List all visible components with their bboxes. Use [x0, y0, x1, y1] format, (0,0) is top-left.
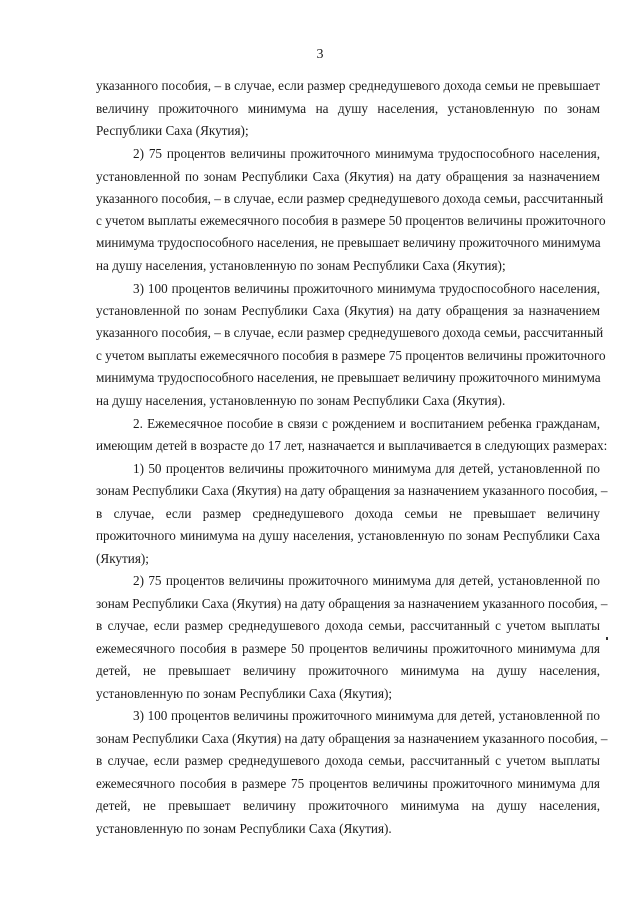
- page-number: 3: [316, 47, 324, 62]
- text-line: ежемесячного пособия в размере 75 процентов величины прожиточного минимума для: [96, 776, 600, 791]
- text-line: с учетом выплаты ежемесячного пособия в размере 75 процентов величины прожиточного: [96, 348, 606, 363]
- text-line: минимума трудоспособного населения, не превышает величину прожиточного минимума: [96, 235, 601, 250]
- text-line: установленной по зонам Республики Саха (Якутия) на дату обращения за назначением: [96, 169, 600, 184]
- text-line: 3) 100 процентов величины прожиточного минимума для детей, установленной по: [133, 708, 600, 723]
- text-line: зонам Республики Саха (Якутия) на дату обращения за назначением указанного пособия, –: [96, 483, 608, 498]
- text-line: на душу населения, установленную по зонам Республики Саха (Якутия);: [96, 258, 506, 273]
- text-line: зонам Республики Саха (Якутия) на дату обращения за назначением указанного пособия, –: [96, 596, 608, 611]
- text-line: имеющим детей в возрасте до 17 лет, назначается и выплачивается в следующих размерах:: [96, 438, 608, 453]
- text-line: на душу населения, установленную по зонам Республики Саха (Якутия).: [96, 393, 506, 408]
- text-line: в случае, если размер среднедушевого дохода семьи, рассчитанный с учетом выплаты: [96, 753, 600, 768]
- text-line: детей, не превышает величину прожиточного минимума на душу населения,: [96, 663, 600, 678]
- text-line: детей, не превышает величину прожиточного минимума на душу населения,: [96, 798, 600, 813]
- text-line: минимума трудоспособного населения, не превышает величину прожиточного минимума: [96, 370, 601, 385]
- text-line: величину прожиточного минимума на душу населения, установленную по зонам: [96, 101, 600, 116]
- text-line: указанного пособия, – в случае, если размер среднедушевого дохода семьи не превышает: [96, 78, 600, 93]
- text-line: в случае, если размер среднедушевого дохода семьи, рассчитанный с учетом выплаты: [96, 618, 600, 633]
- text-line: 2. Ежемесячное пособие в связи с рождением и воспитанием ребенка гражданам,: [133, 416, 600, 431]
- text-line: установленную по зонам Республики Саха (Якутия);: [96, 686, 393, 701]
- text-line: в случае, если размер среднедушевого дохода семьи не превышает величину: [96, 506, 600, 521]
- text-line: с учетом выплаты ежемесячного пособия в размере 50 процентов величины прожиточного: [96, 213, 606, 228]
- text-line: 2) 75 процентов величины прожиточного минимума трудоспособного населения,: [133, 146, 600, 161]
- text-line: зонам Республики Саха (Якутия) на дату обращения за назначением указанного пособия, –: [96, 731, 608, 746]
- text-line: 3) 100 процентов величины прожиточного минимума трудоспособного населения,: [133, 281, 600, 296]
- text-line: 2) 75 процентов величины прожиточного минимума для детей, установленной по: [133, 573, 600, 588]
- text-line: (Якутия);: [96, 551, 149, 566]
- scan-speck: [606, 637, 608, 640]
- text-line: 1) 50 процентов величины прожиточного минимума для детей, установленной по: [133, 461, 600, 476]
- text-line: ежемесячного пособия в размере 50 процентов величины прожиточного минимума для: [96, 641, 600, 656]
- text-line: установленной по зонам Республики Саха (Якутия) на дату обращения за назначением: [96, 303, 600, 318]
- text-line: Республики Саха (Якутия);: [96, 123, 249, 138]
- text-line: установленную по зонам Республики Саха (Якутия).: [96, 821, 392, 836]
- text-line: прожиточного минимума на душу населения, установленную по зонам Республики Саха: [96, 528, 600, 543]
- text-line: указанного пособия, – в случае, если размер среднедушевого дохода семьи, рассчитанный: [96, 325, 604, 340]
- text-line: указанного пособия, – в случае, если размер среднедушевого дохода семьи, рассчитанный: [96, 191, 604, 206]
